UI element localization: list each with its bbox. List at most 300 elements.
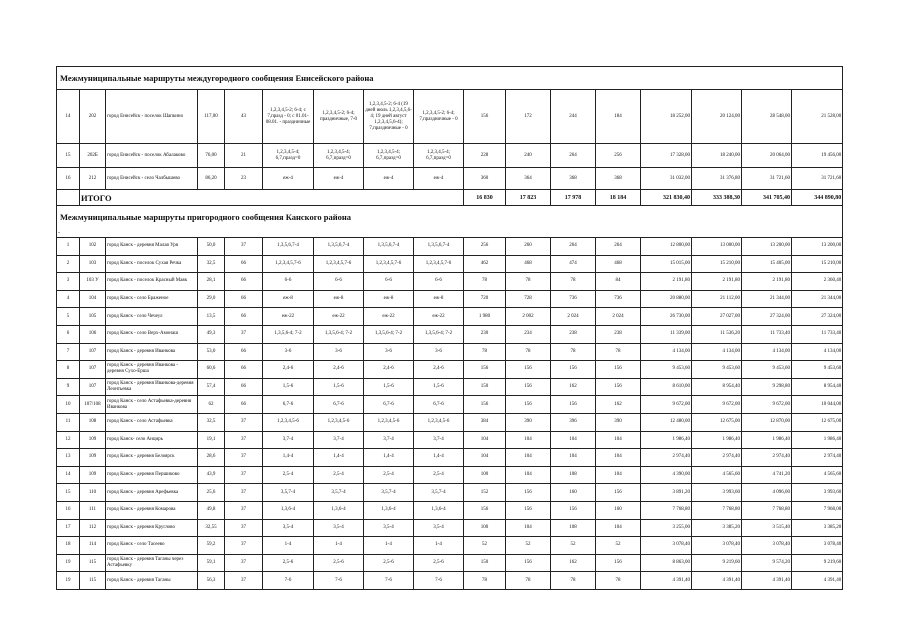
cell-km: 32,5 [198,255,225,273]
cell-p4: 3,5-4 [414,519,464,537]
cell-p4: еж-8 [414,290,464,308]
cell-c4: 264 [596,238,641,256]
cell-v3: 4 741,20 [742,466,792,484]
cell-c2: 364 [506,168,551,190]
table-row [57,449,843,467]
cell-name: город Канск - деревня Таганы [106,572,198,590]
cell-p4: 1,2,3,4,5-4; 6,7,празд=0 [414,144,464,168]
cell-n: 12 [57,431,80,449]
cell-c1: 152 [464,484,506,502]
cell-n: 18 [57,537,80,555]
cell-c3: 244 [551,90,596,144]
cell-p3: 1,3,5,6-4; 7-2 [364,325,414,343]
cell-code: 104 [80,290,106,308]
cell-v3: 28 548,00 [742,90,792,144]
cell-p3: еж-4 [364,168,414,190]
cell-c2: 104 [506,519,551,537]
cell-p3: 1-4 [364,537,414,555]
cell-v4: 15 210,00 [792,255,843,273]
cell-v2: 3 993,60 [692,484,742,502]
cell-c4: 736 [596,290,641,308]
cell-name: город Канск - деревня Иванкова - деревня Сухо-Ерша [106,361,198,379]
cell-c2: 240 [506,144,551,168]
cell-v1: 2 974,40 [641,449,692,467]
cell-p1: еж-8 [263,290,314,308]
cell-c3: 238 [551,325,596,343]
cell-v4: 12 675,00 [792,413,843,431]
cell-c4: 52 [596,537,641,555]
cell-code: 110 [80,484,106,502]
cell-p1: 6,7-6 [263,396,314,414]
cell-c2: 156 [506,361,551,379]
section-title: Межмуниципальные маршруты пригородного сообщения Канского района [57,206,843,229]
cell-v4: 4 565,60 [792,466,843,484]
cell-n: 3 [57,273,80,291]
cell-p1: 1,2,3,4,5-2; 6-4; с 7,празд - 0; с 01.01-08.01. - праздничные [263,90,314,144]
table-row [57,484,843,502]
cell-v3: 31 721,60 [742,168,792,190]
cell-p4: 1,2,3,4,5-2; 6-4; 7,праздничные - 0 [414,90,464,144]
cell-km: 32,5 [198,413,225,431]
cell-p3: 2,5-6 [364,554,414,572]
cell-p3: еж-8 [364,290,414,308]
cell-c4: 160 [596,501,641,519]
cell-p3: 6,7-6 [364,396,414,414]
cell-p2: еж-4 [314,168,364,190]
cell-code: 103 У [80,273,106,291]
cell-p2: 2,5-6 [314,554,364,572]
cell-n: 10 [57,396,80,414]
cell-p4: 1,5-6 [414,378,464,396]
cell-p1: 1,2,3,4,5-4; 6,7,празд=0 [263,144,314,168]
cell-p2: 3,5-4 [314,519,364,537]
cell-n: 4 [57,290,80,308]
cell-p2: 7-6 [314,572,364,590]
cell-s: 37 [225,431,263,449]
total-c2: 17 823 [506,190,551,206]
cell-c3: 156 [551,396,596,414]
cell-p2: 3,5,7-4 [314,484,364,502]
cell-c3: 396 [551,413,596,431]
cell-p2: 3,7-4 [314,431,364,449]
cell-s: 66 [225,290,263,308]
cell-v2: 4 391,40 [692,572,742,590]
cell-v1: 4 390,00 [641,466,692,484]
cell-km: 56,3 [198,572,225,590]
table-row [57,238,843,256]
table-row [57,501,843,519]
cell-v3: 9 672,00 [742,396,792,414]
cell-p1: 1,2,3,4,5,7-6 [263,255,314,273]
total-c4: 18 184 [596,190,641,206]
cell-km: 32,55 [198,519,225,537]
cell-v2: 4 134,00 [692,343,742,361]
table-row [57,378,843,396]
cell-c1: 230 [464,325,506,343]
cell-name: город Канск- село Анцирь [106,431,198,449]
cell-name: город Канск - поселок Красный Маяк [106,273,198,291]
cell-v1: 26 730,00 [641,308,692,326]
cell-n: 8 [57,361,80,379]
cell-c2: 390 [506,413,551,431]
cell-c2: 156 [506,501,551,519]
cell-c3: 78 [551,343,596,361]
cell-code: 105 [80,308,106,326]
cell-n: 1 [57,238,80,256]
cell-p4: еж-4 [414,168,464,190]
cell-v4: 4 134,00 [792,343,843,361]
cell-s: 66 [225,308,263,326]
cell-p1: 1,4-4 [263,449,314,467]
cell-v3: 3 515,40 [742,519,792,537]
cell-name: город Канск - село Чечеул [106,308,198,326]
cell-p3: 1,5-6 [364,378,414,396]
cell-name: город Енисейск - поселок Шапкино [106,90,198,144]
cell-p3: 3,5-4 [364,519,414,537]
cell-v3: 9 298,80 [742,378,792,396]
cell-p1: 2,5-6 [263,554,314,572]
cell-p3: 3,5,7-4 [364,484,414,502]
total-label: ИТОГО [80,190,464,206]
cell-c2: 78 [506,273,551,291]
cell-code: 106 [80,325,106,343]
cell-c4: 156 [596,484,641,502]
cell-p1: 1-4 [263,537,314,555]
cell-name: город Канск - деревня Арефьевка [106,484,198,502]
cell-c4: 104 [596,519,641,537]
cell-c2: 468 [506,255,551,273]
cell-v4: 3 078,40 [792,537,843,555]
cell-p1: 2,5-4 [263,466,314,484]
cell-v1: 18 252,00 [641,90,692,144]
cell-name: город Канск - деревня Малая Уря [106,238,198,256]
cell-code: 109 [80,466,106,484]
cell-v2: 27 027,00 [692,308,742,326]
section-spacer [57,228,843,238]
cell-v3: 9 453,60 [742,361,792,379]
cell-p2: 1,3,6-4 [314,501,364,519]
cell-p4: 2,5-6 [414,554,464,572]
cell-c3: 78 [551,572,596,590]
cell-v2: 3 078,40 [692,537,742,555]
cell-c4: 468 [596,255,641,273]
cell-v4: 3 385,20 [792,519,843,537]
cell-c1: 156 [464,361,506,379]
cell-p4: 1,3,6-4 [414,501,464,519]
cell-v1: 9 672,00 [641,396,692,414]
cell-p3: 6-6 [364,273,414,291]
cell-v1: 8 863,00 [641,554,692,572]
cell-s: 66 [225,255,263,273]
cell-name: город Канск - село Верх-Амонаш [106,325,198,343]
table-row [57,431,843,449]
cell-p1: 3-6 [263,343,314,361]
cell-p4: 2,5-4 [414,466,464,484]
cell-p1: 1,2,3,4,5-6 [263,413,314,431]
table-row [57,308,843,326]
cell-c1: 78 [464,572,506,590]
cell-v2: 11 536,20 [692,325,742,343]
cell-name: город Канск - поселок Сухая Речка [106,255,198,273]
cell-c3: 104 [551,431,596,449]
cell-s: 66 [225,361,263,379]
cell-v1: 15 015,00 [641,255,692,273]
cell-p2: 1,2,3,4,5,7-6 [314,255,364,273]
cell-p2: 1,5-6 [314,378,364,396]
cell-code: 107/108 [80,396,106,414]
cell-v1: 4 134,00 [641,343,692,361]
table-row [57,343,843,361]
cell-c1: 100 [464,519,506,537]
cell-v3: 12 870,00 [742,413,792,431]
cell-p1: 3,5,7-4 [263,484,314,502]
cell-s: 37 [225,325,263,343]
cell-p3: 7-6 [364,572,414,590]
cell-v3: 15 405,00 [742,255,792,273]
cell-p4: 1,2,3,4,5-6 [414,413,464,431]
table-row [57,325,843,343]
cell-v2: 12 675,00 [692,413,742,431]
cell-km: 25,6 [198,484,225,502]
cell-code: 202Б [80,144,106,168]
cell-code: 212 [80,168,106,190]
cell-p2: 6-6 [314,273,364,291]
cell-s: 37 [225,413,263,431]
cell-name: город Канск - деревня Иванкова [106,343,198,361]
cell-c4: 156 [596,361,641,379]
cell-name: город Канск - деревня Иванкова-деревня Леонтьевка [106,378,198,396]
total-v1: 321 830,40 [641,190,692,206]
cell-p2: 1,3,5,6-4; 7-2 [314,325,364,343]
table-row [57,144,843,168]
cell-c3: 264 [551,144,596,168]
cell-code: 107 [80,343,106,361]
cell-p4: 1,3,5,6-4; 7-2 [414,325,464,343]
cell-c1: 52 [464,537,506,555]
total-v3: 341 705,40 [742,190,792,206]
table-row [57,290,843,308]
cell-s: 66 [225,396,263,414]
cell-code: 109 [80,449,106,467]
cell-c1: 1 980 [464,308,506,326]
cell-c4: 390 [596,413,641,431]
cell-c2: 2 002 [506,308,551,326]
cell-s: 23 [225,168,263,190]
cell-km: 60,6 [198,361,225,379]
cell-v3: 21 344,00 [742,290,792,308]
cell-c1: 150 [464,378,506,396]
cell-p3: 1,4-4 [364,449,414,467]
cell-c4: 104 [596,431,641,449]
cell-p3: 1,2,3,4,5,7-6 [364,255,414,273]
cell-n: 11 [57,413,80,431]
cell-p3: еж-22 [364,308,414,326]
cell-v2: 2 974,40 [692,449,742,467]
cell-v4: 21 528,00 [792,90,843,144]
cell-v4: 7 968,00 [792,501,843,519]
table-row [57,466,843,484]
cell-p1: 2,4-6 [263,361,314,379]
cell-km: 59,2 [198,537,225,555]
cell-v4: 1 986,40 [792,431,843,449]
cell-c1: 78 [464,343,506,361]
cell-p3: 3-6 [364,343,414,361]
cell-v2: 13 000,00 [692,238,742,256]
cell-c1: 78 [464,273,506,291]
cell-km: 49,3 [198,325,225,343]
cell-n: 16 [57,168,80,190]
cell-s: 37 [225,484,263,502]
cell-c2: 78 [506,343,551,361]
cell-km: 50,0 [198,238,225,256]
cell-v3: 9 574,20 [742,554,792,572]
cell-code: 109 [80,431,106,449]
cell-km: 19,1 [198,431,225,449]
cell-v4: 2 360,40 [792,273,843,291]
cell-v3: 4 391,40 [742,572,792,590]
cell-code: 202 [80,90,106,144]
cell-c3: 736 [551,290,596,308]
cell-c4: 2 024 [596,308,641,326]
cell-name: город Канск - деревня Комарова [106,501,198,519]
cell-c1: 156 [464,501,506,519]
cell-v4: 21 344,00 [792,290,843,308]
cell-n: 17 [57,519,80,537]
cell-s: 66 [225,343,263,361]
cell-code: 103 [80,255,106,273]
cell-v1: 2 191,80 [641,273,692,291]
cell-v2: 9 453,60 [692,361,742,379]
cell-p4: 3,7-4 [414,431,464,449]
cell-c1: 104 [464,431,506,449]
cell-c4: 78 [596,343,641,361]
cell-p4: 3,5,7-4 [414,484,464,502]
cell-c3: 156 [551,361,596,379]
cell-c3: 108 [551,519,596,537]
cell-name: город Канск - село Тасеево [106,537,198,555]
cell-c4: 84 [596,273,641,291]
cell-c1: 104 [464,449,506,467]
cell-s: 37 [225,554,263,572]
cell-code: 108 [80,413,106,431]
cell-v1: 31 032,00 [641,168,692,190]
cell-c2: 104 [506,466,551,484]
cell-p2: 2,4-6 [314,361,364,379]
cell-v2: 1 986,40 [692,431,742,449]
cell-p2: 2,5-4 [314,466,364,484]
section-mark: - [57,228,843,238]
total-row [57,190,843,206]
cell-v3: 1 986,40 [742,431,792,449]
cell-p3: 2,5-4 [364,466,414,484]
cell-km: 86,20 [198,168,225,190]
cell-s: 21 [225,144,263,168]
cell-c4: 156 [596,554,641,572]
cell-c3: 2 024 [551,308,596,326]
cell-c2: 728 [506,290,551,308]
cell-name: город Канск - деревня Першиково [106,466,198,484]
cell-p1: 3,7-4 [263,431,314,449]
cell-p4: 1,3,5,6,7-4 [414,238,464,256]
cell-v3: 20 064,00 [742,144,792,168]
cell-c3: 52 [551,537,596,555]
cell-c2: 260 [506,238,551,256]
cell-n: 6 [57,325,80,343]
cell-n: 14 [57,466,80,484]
cell-p3: 1,3,6-4 [364,501,414,519]
table-row [57,572,843,590]
cell-n: 9 [57,378,80,396]
cell-code: 107 [80,361,106,379]
table-row [57,90,843,144]
cell-c3: 162 [551,554,596,572]
cell-v4: 3 993,60 [792,484,843,502]
cell-p4: 3-6 [414,343,464,361]
cell-km: 59,1 [198,554,225,572]
cell-v4: 2 974,40 [792,449,843,467]
table-row [57,537,843,555]
cell-c4: 368 [596,168,641,190]
cell-c2: 156 [506,378,551,396]
cell-v1: 7 768,80 [641,501,692,519]
cell-c1: 720 [464,290,506,308]
cell-c4: 184 [596,90,641,144]
cell-p1: 6-6 [263,273,314,291]
cell-p2: 1,2,3,4,5-2; 6-4; праздничные, 7-0 [314,90,364,144]
cell-p4: еж-22 [414,308,464,326]
cell-c3: 264 [551,238,596,256]
cell-p2: 1,2,3,4,5-6 [314,413,364,431]
cell-p2: 3-6 [314,343,364,361]
cell-s: 66 [225,378,263,396]
cell-c1: 228 [464,144,506,168]
cell-c4: 78 [596,572,641,590]
cell-p3: 1,3,5,6,7-4 [364,238,414,256]
cell-c3: 104 [551,449,596,467]
cell-n: 19 [57,572,80,590]
cell-km: 117,00 [198,90,225,144]
cell-v1: 3 255,00 [641,519,692,537]
table-row [57,554,843,572]
cell-c4: 156 [596,378,641,396]
table-row [57,396,843,414]
cell-p2: еж-22 [314,308,364,326]
cell-c1: 384 [464,413,506,431]
cell-name: город Канск - деревня Белоярск [106,449,198,467]
cell-v1: 3 078,40 [641,537,692,555]
cell-n: 14 [57,90,80,144]
cell-v1: 11 339,00 [641,325,692,343]
cell-v3: 11 733,40 [742,325,792,343]
cell-code: 111 [80,501,106,519]
table-row [57,255,843,273]
cell-name: город Канск - село Браженое [106,290,198,308]
cell-v1: 20 880,00 [641,290,692,308]
cell-c2: 52 [506,537,551,555]
cell-c3: 78 [551,273,596,291]
cell-code: 107 [80,378,106,396]
cell-v3: 2 191,80 [742,273,792,291]
cell-p4: 6-6 [414,273,464,291]
cell-p4: 1-4 [414,537,464,555]
cell-p2: 1,3,5,6,7-4 [314,238,364,256]
cell-v1: 3 891,20 [641,484,692,502]
total-v4: 344 890,80 [792,190,843,206]
table-row [57,168,843,190]
cell-v4: 31 721,60 [792,168,843,190]
cell-v4: 10 044,00 [792,396,843,414]
total-v2: 333 388,30 [692,190,742,206]
